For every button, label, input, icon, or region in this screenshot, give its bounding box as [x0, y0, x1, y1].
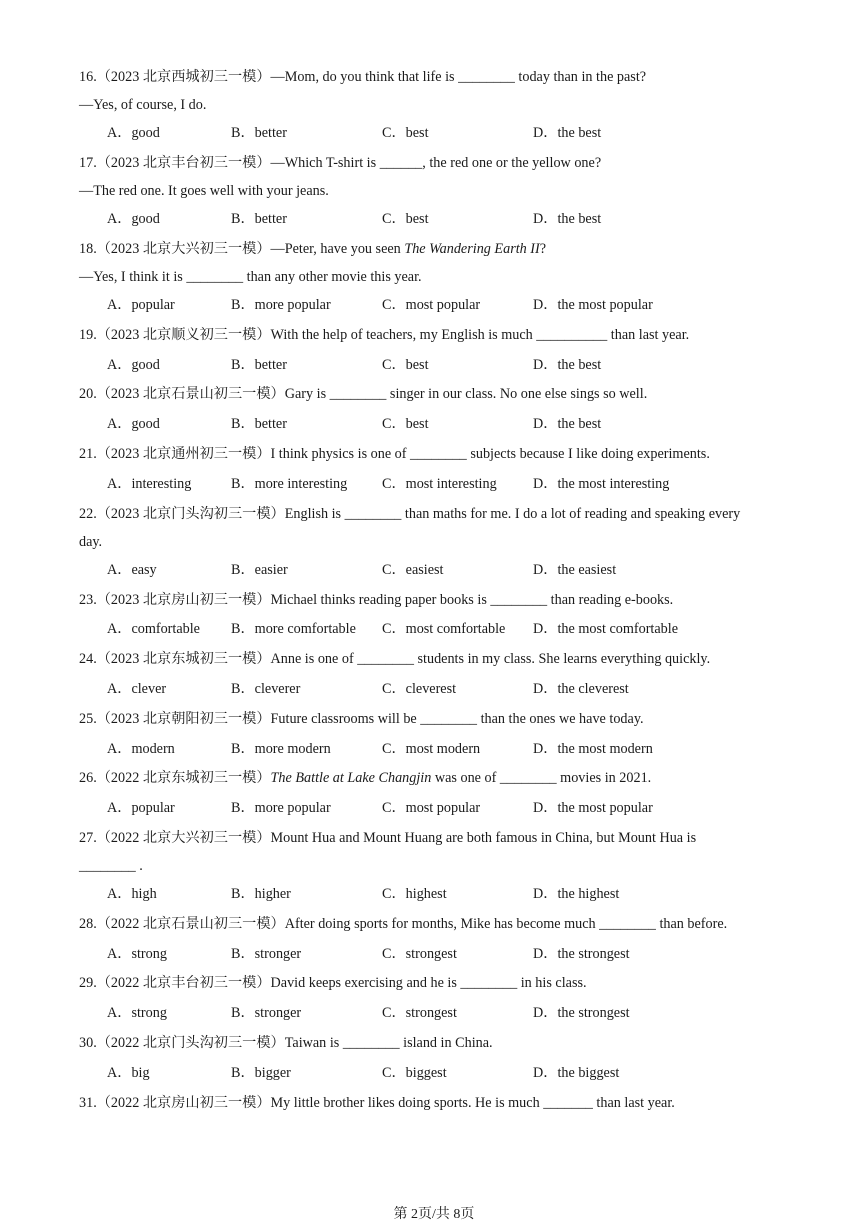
option-letter: D． [533, 476, 558, 492]
option-text: most popular [405, 800, 481, 816]
option-text: most interesting [405, 476, 497, 492]
question-continuation: ________ . [79, 858, 143, 874]
option-letter: D． [533, 125, 558, 141]
option-text: easy [131, 562, 157, 578]
option-text: modern [131, 741, 175, 757]
option-text: best [405, 211, 429, 227]
option-letter: B． [231, 476, 255, 492]
option-text: higher [254, 886, 291, 902]
option-text: more popular [254, 297, 331, 313]
question-stem: 23.（2023 北京房山初三一模）Michael thinks reading paper books is ________ than reading e-books. [79, 592, 674, 608]
option-letter: C． [382, 476, 406, 492]
option-letter: D． [533, 1005, 558, 1021]
option-letter: D． [533, 357, 558, 373]
option-b[interactable] [231, 210, 287, 228]
option-a[interactable] [107, 296, 175, 314]
dialogue-reply: —The red one. It goes well with your jeans. [79, 183, 329, 199]
option-d[interactable] [533, 620, 678, 638]
options-row [107, 124, 807, 142]
option-a[interactable] [107, 885, 157, 903]
option-letter: C． [382, 681, 406, 697]
option-b[interactable] [231, 885, 291, 903]
option-letter: A． [107, 562, 132, 578]
option-b[interactable] [231, 296, 331, 314]
option-b[interactable] [231, 124, 287, 142]
option-letter: A． [107, 1005, 132, 1021]
option-letter: C． [382, 416, 406, 432]
option-c[interactable] [382, 356, 429, 374]
option-c[interactable] [382, 124, 429, 142]
option-a[interactable] [107, 799, 175, 817]
option-letter: B． [231, 357, 255, 373]
option-letter: B． [231, 800, 255, 816]
option-a[interactable] [107, 1004, 167, 1022]
options-row [107, 680, 807, 698]
option-letter: C． [382, 1065, 406, 1081]
question-stem: 27.（2022 北京大兴初三一模）Mount Hua and Mount Huang are both famous in China, but Mount Hua is [79, 830, 697, 846]
option-letter: B． [231, 562, 255, 578]
option-text: most modern [405, 741, 481, 757]
option-text: the most modern [557, 741, 653, 757]
option-text: best [405, 416, 429, 432]
option-letter: A． [107, 946, 132, 962]
option-b[interactable] [231, 356, 287, 374]
option-letter: A． [107, 621, 132, 637]
option-text: better [254, 211, 287, 227]
option-letter: C． [382, 621, 406, 637]
option-text: the strongest [557, 946, 630, 962]
option-a[interactable] [107, 475, 191, 493]
option-d[interactable] [533, 740, 653, 758]
option-text: comfortable [131, 621, 200, 637]
dialogue-reply: —Yes, of course, I do. [79, 97, 207, 113]
option-letter: D． [533, 681, 558, 697]
options-row [107, 740, 807, 758]
option-text: better [254, 125, 287, 141]
option-letter: C． [382, 1005, 406, 1021]
option-d[interactable] [533, 475, 669, 493]
option-text: best [405, 357, 429, 373]
option-a[interactable] [107, 945, 167, 963]
options-row [107, 885, 807, 903]
option-b[interactable] [231, 475, 347, 493]
page-footer: 第 2页/共 8页 [393, 1207, 475, 1222]
question-stem: 16.（2023 北京西城初三一模）—Mom, do you think that life is ________ today than in the past? [79, 69, 647, 85]
option-text: the most popular [557, 297, 653, 313]
option-letter: C． [382, 562, 406, 578]
option-d[interactable] [533, 1064, 619, 1082]
options-row [107, 210, 807, 228]
question-stem: 31.（2022 北京房山初三一模）My little brother likes doing sports. He is much _______ than last year. [79, 1095, 675, 1111]
option-a[interactable] [107, 210, 160, 228]
option-b[interactable] [231, 620, 356, 638]
option-c[interactable] [382, 1064, 447, 1082]
option-text: the best [557, 211, 602, 227]
option-a[interactable] [107, 1064, 150, 1082]
option-letter: C． [382, 800, 406, 816]
question-stem: 22.（2023 北京门头沟初三一模）English is ________ than maths for me. I do a lot of reading and speaking every [79, 506, 741, 522]
option-letter: B． [231, 1065, 255, 1081]
option-b[interactable] [231, 1064, 291, 1082]
option-letter: B． [231, 741, 255, 757]
option-c[interactable] [382, 415, 429, 433]
option-letter: D． [533, 741, 558, 757]
option-letter: B． [231, 1005, 255, 1021]
option-text: the best [557, 125, 602, 141]
option-a[interactable] [107, 620, 200, 638]
options-row [107, 415, 807, 433]
option-letter: D． [533, 297, 558, 313]
option-text: more popular [254, 800, 331, 816]
question-stem: 19.（2023 北京顺义初三一模）With the help of teachers, my English is much __________ than last year. [79, 327, 690, 343]
option-text: good [131, 357, 160, 373]
option-letter: C． [382, 125, 406, 141]
option-letter: A． [107, 681, 132, 697]
option-text: high [131, 886, 157, 902]
question-stem: 25.（2023 北京朝阳初三一模）Future classrooms will be ________ than the ones we have today. [79, 711, 644, 727]
option-text: clever [131, 681, 167, 697]
option-b[interactable] [231, 740, 331, 758]
option-letter: A． [107, 886, 132, 902]
option-a[interactable] [107, 356, 160, 374]
option-c[interactable] [382, 561, 443, 579]
option-letter: B． [231, 211, 255, 227]
option-letter: C． [382, 357, 406, 373]
option-d[interactable] [533, 945, 630, 963]
option-letter: B． [231, 297, 255, 313]
option-text: the cleverest [557, 681, 629, 697]
title-italic: The Battle at Lake Changjin [270, 770, 432, 786]
question-stem [79, 240, 546, 258]
option-letter: A． [107, 416, 132, 432]
option-letter: B． [231, 125, 255, 141]
question-stem-text: 26.（2022 北京东城初三一模） [79, 770, 271, 786]
option-c[interactable] [382, 945, 457, 963]
option-text: strong [131, 946, 167, 962]
option-text: good [131, 211, 160, 227]
option-letter: A． [107, 211, 132, 227]
option-letter: C． [382, 741, 406, 757]
question-stem: 29.（2022 北京丰台初三一模）David keeps exercising and he is ________ in his class. [79, 975, 587, 991]
question-stem-text: ? [539, 241, 547, 257]
option-text: more interesting [254, 476, 348, 492]
option-text: the most interesting [557, 476, 670, 492]
option-letter: D． [533, 621, 558, 637]
option-text: strongest [405, 1005, 457, 1021]
question-stem-text: was one of ________ movies in 2021. [431, 770, 652, 786]
option-letter: D． [533, 800, 558, 816]
option-letter: A． [107, 800, 132, 816]
option-letter: A． [107, 476, 132, 492]
option-a[interactable] [107, 415, 160, 433]
option-d[interactable] [533, 356, 601, 374]
options-row [107, 1064, 807, 1082]
option-text: more comfortable [254, 621, 356, 637]
option-text: the strongest [557, 1005, 630, 1021]
option-text: popular [131, 800, 175, 816]
option-text: stronger [254, 946, 302, 962]
title-italic: The Wandering Earth II [404, 241, 540, 257]
option-text: the most comfortable [557, 621, 678, 637]
option-text: cleverer [254, 681, 301, 697]
option-c[interactable] [382, 210, 429, 228]
options-row [107, 356, 807, 374]
option-c[interactable] [382, 1004, 457, 1022]
options-row [107, 296, 807, 314]
question-stem: 24.（2023 北京东城初三一模）Anne is one of ________ students in my class. She learns everything quickly. [79, 651, 711, 667]
option-letter: C． [382, 946, 406, 962]
option-text: most comfortable [405, 621, 506, 637]
option-text: interesting [131, 476, 192, 492]
option-b[interactable] [231, 680, 300, 698]
question-continuation: day. [79, 534, 103, 550]
option-letter: C． [382, 886, 406, 902]
option-text: strongest [405, 946, 457, 962]
option-text: the biggest [557, 1065, 620, 1081]
option-c[interactable] [382, 475, 497, 493]
question-stem: 17.（2023 北京丰台初三一模）—Which T-shirt is ______, the red one or the yellow one? [79, 155, 602, 171]
question-stem: 21.（2023 北京通州初三一模）I think physics is one of ________ subjects because I like doing experiments. [79, 446, 710, 462]
option-d[interactable] [533, 885, 619, 903]
option-letter: C． [382, 297, 406, 313]
options-row [107, 620, 807, 638]
option-b[interactable] [231, 561, 288, 579]
option-d[interactable] [533, 799, 653, 817]
option-c[interactable] [382, 740, 480, 758]
option-c[interactable] [382, 620, 505, 638]
option-letter: D． [533, 562, 558, 578]
option-d[interactable] [533, 210, 601, 228]
option-letter: A． [107, 741, 132, 757]
question-stem [79, 769, 651, 787]
option-a[interactable] [107, 124, 160, 142]
option-text: more modern [254, 741, 331, 757]
options-row [107, 475, 807, 493]
option-text: big [131, 1065, 150, 1081]
option-text: biggest [405, 1065, 447, 1081]
option-text: better [254, 357, 287, 373]
option-text: good [131, 125, 160, 141]
option-c[interactable] [382, 680, 456, 698]
question-stem-text: 18.（2023 北京大兴初三一模）—Peter, have you seen [79, 241, 405, 257]
option-d[interactable] [533, 296, 653, 314]
option-c[interactable] [382, 296, 480, 314]
option-letter: A． [107, 297, 132, 313]
option-letter: D． [533, 1065, 558, 1081]
option-text: highest [405, 886, 447, 902]
options-row [107, 945, 807, 963]
option-letter: B． [231, 886, 255, 902]
option-d[interactable] [533, 1004, 630, 1022]
option-text: bigger [254, 1065, 291, 1081]
option-text: better [254, 416, 287, 432]
option-b[interactable] [231, 799, 331, 817]
option-letter: D． [533, 886, 558, 902]
option-b[interactable] [231, 415, 287, 433]
question-stem: 30.（2022 北京门头沟初三一模）Taiwan is ________ island in China. [79, 1035, 493, 1051]
option-d[interactable] [533, 680, 629, 698]
option-text: cleverest [405, 681, 457, 697]
option-text: stronger [254, 1005, 302, 1021]
option-letter: B． [231, 946, 255, 962]
option-text: easier [254, 562, 288, 578]
question-stem: 20.（2023 北京石景山初三一模）Gary is ________ singer in our class. No one else sings so well. [79, 386, 648, 402]
option-letter: C． [382, 211, 406, 227]
dialogue-reply: —Yes, I think it is ________ than any other movie this year. [79, 269, 422, 285]
option-d[interactable] [533, 124, 601, 142]
option-text: the best [557, 357, 602, 373]
question-stem: 28.（2022 北京石景山初三一模）After doing sports for months, Mike has become much ________ than before. [79, 916, 728, 932]
option-text: the best [557, 416, 602, 432]
option-text: the easiest [557, 562, 617, 578]
option-text: strong [131, 1005, 167, 1021]
option-a[interactable] [107, 561, 157, 579]
option-text: the highest [557, 886, 620, 902]
option-text: most popular [405, 297, 481, 313]
option-d[interactable] [533, 415, 601, 433]
option-letter: B． [231, 416, 255, 432]
option-letter: A． [107, 125, 132, 141]
option-text: easiest [405, 562, 444, 578]
options-row [107, 561, 807, 579]
options-row [107, 1004, 807, 1022]
option-b[interactable] [231, 945, 301, 963]
option-a[interactable] [107, 740, 175, 758]
option-letter: B． [231, 681, 255, 697]
option-letter: A． [107, 1065, 132, 1081]
option-letter: B． [231, 621, 255, 637]
option-c[interactable] [382, 885, 447, 903]
option-d[interactable] [533, 561, 616, 579]
option-c[interactable] [382, 799, 480, 817]
option-a[interactable] [107, 680, 166, 698]
option-text: popular [131, 297, 175, 313]
options-row [107, 799, 807, 817]
option-letter: D． [533, 211, 558, 227]
option-b[interactable] [231, 1004, 301, 1022]
option-letter: A． [107, 357, 132, 373]
option-text: best [405, 125, 429, 141]
option-text: the most popular [557, 800, 653, 816]
option-letter: D． [533, 946, 558, 962]
option-letter: D． [533, 416, 558, 432]
option-text: good [131, 416, 160, 432]
